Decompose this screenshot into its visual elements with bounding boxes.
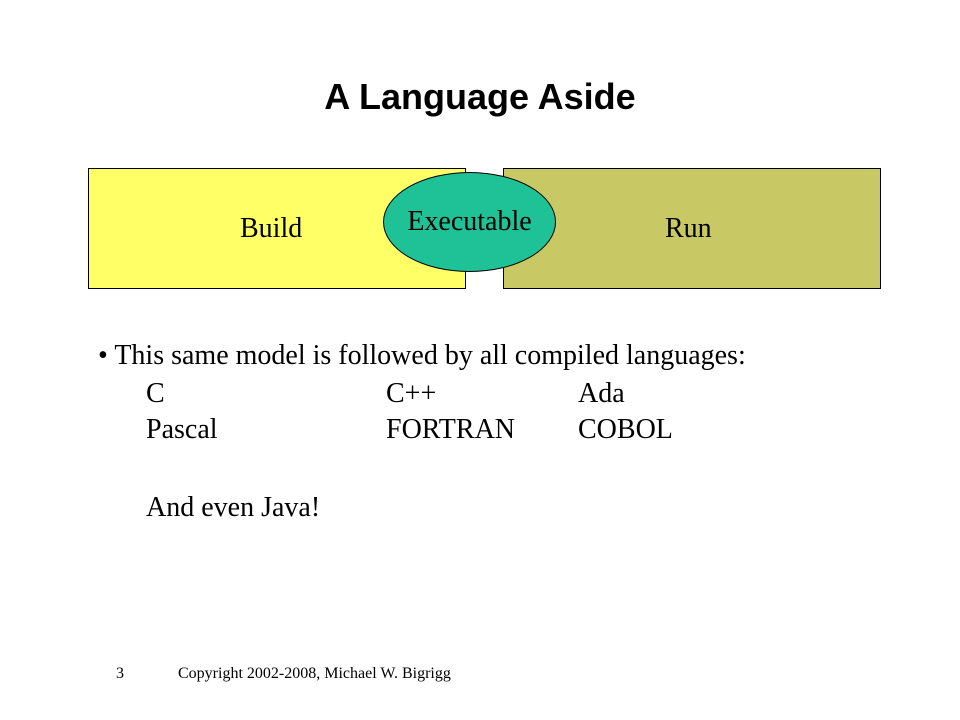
language-cell: Ada [578, 378, 625, 409]
executable-label: Executable [407, 206, 532, 237]
bullet-glyph: • [98, 340, 108, 371]
slide-title: A Language Aside [324, 76, 636, 117]
copyright-notice: Copyright 2002-2008, Michael W. Bigrigg [178, 665, 451, 682]
build-label: Build [240, 213, 303, 244]
language-cell: C [146, 378, 165, 409]
bullet-item [98, 340, 746, 372]
language-cell: FORTRAN [386, 414, 516, 445]
bullet-text: This same model is followed by all compiled languages: [114, 340, 746, 371]
language-cell: C++ [386, 378, 437, 409]
language-cell: Pascal [146, 414, 218, 445]
run-label: Run [665, 213, 712, 244]
page-number: 3 [116, 665, 124, 682]
closing-line: And even Java! [146, 492, 321, 523]
language-cell: COBOL [578, 414, 673, 445]
